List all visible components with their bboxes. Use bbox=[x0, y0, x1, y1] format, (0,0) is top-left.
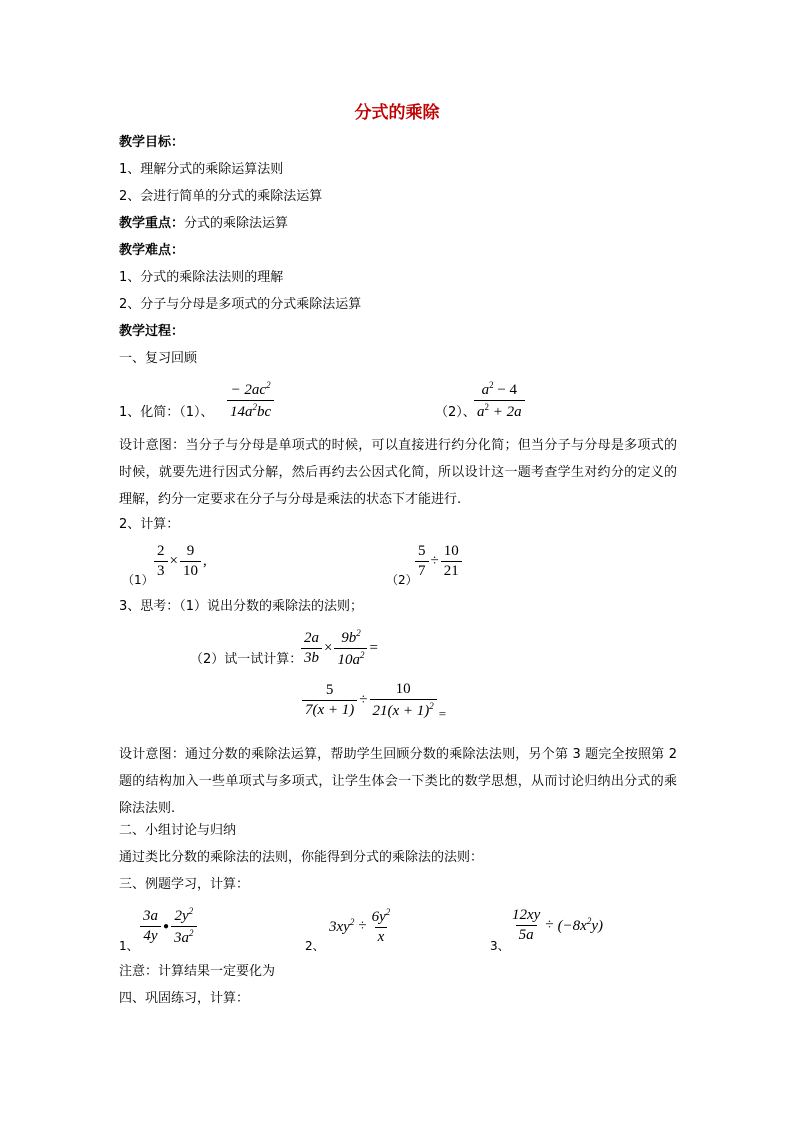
objective-item: 1、理解分式的乘除运算法则 bbox=[119, 162, 284, 177]
expression-q3-2: $\frac{5}{7(x + 1)}$ ÷ $\frac{10}{21(x + 1)^2}$ = bbox=[302, 681, 448, 722]
difficulty-heading: 教学难点： bbox=[119, 243, 185, 258]
process-heading: 教学过程： bbox=[119, 324, 185, 339]
difficulty-item: 2、分子与分母是多项式的分式乘除法运算 bbox=[119, 297, 362, 312]
q3-part2-label: （2）试一试计算： bbox=[190, 652, 303, 667]
expression-example-2: $3xy^2$ ÷ $\frac{6y^2}{x}$ bbox=[329, 907, 391, 945]
expression-q3-1: $\frac{2a}{3b}$ × $\frac{9b^2}{10a^2}$ = bbox=[301, 628, 380, 669]
page-title: 分式的乘除 bbox=[354, 103, 440, 123]
key-point-heading: 教学重点： bbox=[119, 216, 185, 231]
q1-part2-label: （2）、 bbox=[435, 405, 476, 420]
section2-text: 通过类比分数的乘除法的法则，你能得到分式的乘除法的法则： bbox=[119, 850, 484, 865]
section3-title: 三、例题学习，计算： bbox=[119, 877, 250, 892]
section1-title: 一、复习回顾 bbox=[119, 351, 198, 366]
q2-label: 2、计算： bbox=[119, 517, 180, 532]
q2-part1-label: （1） bbox=[122, 573, 154, 587]
fraction-q1-2: $\frac{a^2 - 4}{a^2 + 2a}$ bbox=[474, 380, 525, 421]
objectives-heading: 教学目标： bbox=[119, 135, 185, 150]
expression-example-3: $\frac{12xy}{5a}$ ÷ $(-8x^2y)$ bbox=[512, 907, 603, 943]
expression-example-1: $\frac{3a}{4y}$ ● $\frac{2y^2}{3a^2}$ bbox=[140, 906, 197, 947]
example1-label: 1、 bbox=[119, 939, 139, 953]
q3-line: 3、思考：（1）说出分数的乘除法的法则； bbox=[119, 599, 364, 614]
q1-label: 1、化简：（1）、 bbox=[119, 405, 214, 420]
example2-label: 2、 bbox=[305, 939, 325, 953]
section2-title: 二、小组讨论与归纳 bbox=[119, 823, 237, 838]
q2-part2-label: （2） bbox=[386, 573, 418, 587]
note-line: 注意：计算结果一定要化为 bbox=[119, 964, 276, 979]
example3-label: 3、 bbox=[490, 939, 510, 953]
difficulty-item: 1、分式的乘除法法则的理解 bbox=[119, 270, 284, 285]
design-intent-1: 设计意图：当分子与分母是单项式的时候，可以直接进行约分化简；但当分子与分母是多项式的时候，就要先进行因式分解，然后再约去公因式化简，所以设计这一题考查学生对约分的定义的理解，约分一定要求在分子与分母是乘法的状态下才能进行. bbox=[119, 438, 677, 507]
expression-q2-2: $\frac{5}{7}$ ÷ $\frac{10}{21}$ bbox=[415, 543, 462, 580]
design-intent-2: 设计意图：通过分数的乘除法运算，帮助学生回顾分数的乘除法法则，另个第 3 题完全按照第 2 题的结构加入一些单项式与多项式，让学生体会一下类比的数学思想，从而讨论归纳出分式的乘除法法则. bbox=[119, 747, 677, 816]
objective-item: 2、会进行简单的分式的乘除法运算 bbox=[119, 189, 323, 204]
fraction-q1-1: $\frac{- 2ac^2}{14a^2bc}$ bbox=[227, 380, 274, 421]
section4-title: 四、巩固练习，计算： bbox=[119, 991, 250, 1006]
key-point-line bbox=[119, 216, 288, 232]
key-point-text: 分式的乘除法运算 bbox=[184, 216, 289, 231]
expression-q2-1: $\frac{2}{3}$ × $\frac{9}{10}$ , bbox=[154, 543, 209, 580]
